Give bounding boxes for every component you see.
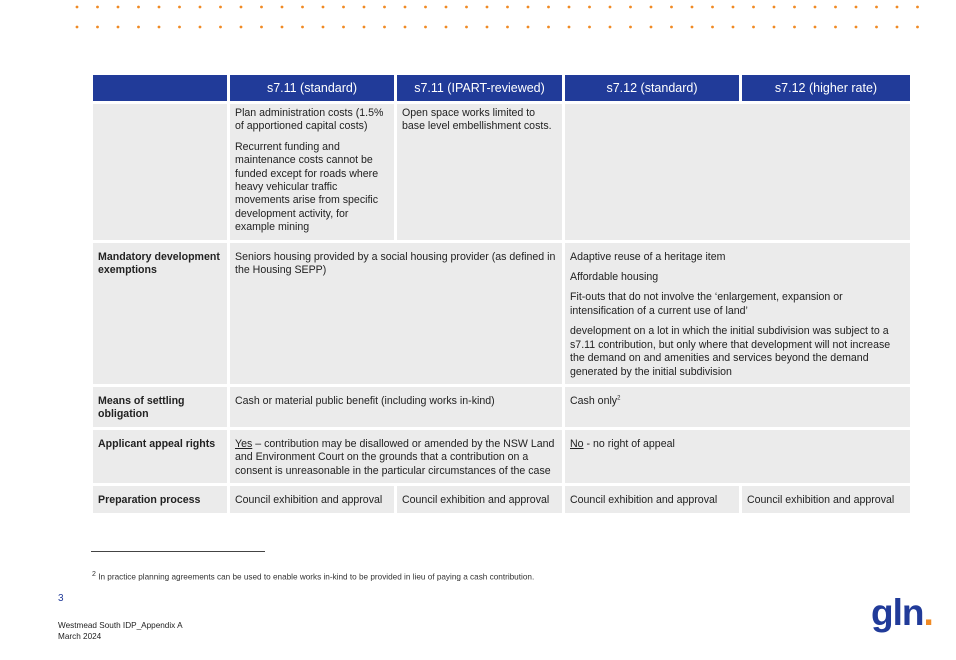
cell-s711-exemptions: Seniors housing provided by a social housing provider (as defined in the Housing SEPP) [230,243,562,384]
decorative-dot [793,6,796,9]
decorative-dot [322,26,325,29]
appeal-yes: Yes [235,437,253,450]
decorative-dot [404,6,407,9]
decorative-dot [219,6,222,9]
decorative-dot [199,6,202,9]
decorative-dot [547,6,550,9]
decorative-dot [301,6,304,9]
decorative-dot [711,6,714,9]
decorative-dot [342,6,345,9]
decorative-dot [875,26,878,29]
header-s712-standard: s7.12 (standard) [565,75,739,101]
cell-text: Fit-outs that do not involve the ‘enlargement, expansion or intensification of a current use of land’ [570,291,843,317]
cell-s711-ipart-costs [397,104,562,240]
decorative-dot [117,26,120,29]
decorative-dot [96,6,99,9]
cell-text: development on a lot in which the initial subdivision was subject to a s7.11 contribution, but only where that development will not increase the demand on and amenities and services beyond the demand generated by the initial subdivision [570,325,891,378]
decorative-dot [117,6,120,9]
decorative-dot [547,26,550,29]
decorative-dot [875,6,878,9]
decorative-dot-pattern [0,0,956,40]
footnote-number: 2 [92,571,96,578]
decorative-dot [342,26,345,29]
decorative-dot [383,6,386,9]
cell-preparation: Council exhibition and approval [565,486,739,512]
decorative-dot [691,6,694,9]
decorative-dot [711,26,714,29]
decorative-dot [96,26,99,29]
decorative-dot [814,6,817,9]
cell-s712-costs [565,104,910,240]
row-label-preparation: Preparation process [93,486,227,512]
decorative-dot [629,26,632,29]
decorative-dot [527,6,530,9]
table-row [93,243,910,384]
cell-s711-standard-costs [230,104,394,240]
decorative-dot [404,26,407,29]
decorative-dot [732,6,735,9]
decorative-dot [773,6,776,9]
decorative-dot [855,26,858,29]
table-row [93,104,910,240]
cell-text: Plan administration costs (1.5% of apportioned capital costs) [235,107,384,133]
decorative-dot [240,26,243,29]
decorative-dot [260,6,263,9]
decorative-dot [793,26,796,29]
decorative-dot [834,6,837,9]
decorative-dot [158,26,161,29]
cell-preparation: Council exhibition and approval [742,486,910,512]
decorative-dot [322,6,325,9]
contributions-comparison-table [90,72,913,516]
decorative-dot [178,6,181,9]
decorative-dot [609,6,612,9]
decorative-dot [137,6,140,9]
decorative-dot [178,26,181,29]
decorative-dot [219,26,222,29]
decorative-dot [752,6,755,9]
cell-text: Affordable housing [570,271,659,284]
decorative-dot [568,26,571,29]
decorative-dot [445,26,448,29]
table-row [93,486,910,512]
document-footer [58,620,183,642]
decorative-dot [752,26,755,29]
document-date: March 2024 [58,632,102,641]
footnote-text: In practice planning agreements can be used to enable works in-kind to be provided in lieu of paying a cash contribution. [98,572,535,582]
row-label-exemptions: Mandatory development exemptions [93,243,227,384]
appeal-no: No [570,437,584,450]
cell-s712-appeal [565,430,910,483]
header-blank [93,75,227,101]
decorative-dot [424,26,427,29]
header-s711-ipart: s7.11 (IPART-reviewed) [397,75,562,101]
decorative-dot [240,6,243,9]
decorative-dot [383,26,386,29]
cell-text: Open space works limited to base level embellishment costs. [402,107,552,133]
decorative-dot [568,6,571,9]
decorative-dot [281,26,284,29]
decorative-dot [465,6,468,9]
decorative-dot [486,26,489,29]
cell-text: Recurrent funding and maintenance costs cannot be funded except for roads where heavy vehicular traffic movements arise from specific development activity, for example mining [235,140,379,234]
row-label-appeal: Applicant appeal rights [93,430,227,483]
decorative-dot [629,6,632,9]
cell-text: - no right of appeal [583,437,675,450]
decorative-dot [76,6,79,9]
cell-preparation: Council exhibition and approval [397,486,562,512]
decorative-dot [527,26,530,29]
cell-text: – contribution may be disallowed or amended by the NSW Land and Environment Court on the grounds that a contribution on a consent is unreasonable in the particular circumstances of the case [235,437,555,477]
decorative-dot [465,26,468,29]
decorative-dot [916,26,919,29]
decorative-dot [363,6,366,9]
decorative-dot [670,6,673,9]
decorative-dot [670,26,673,29]
cell-text: Adaptive reuse of a heritage item [570,250,726,263]
decorative-dot [588,26,591,29]
table-header-row [93,75,910,101]
decorative-dot [363,26,366,29]
decorative-dot [486,6,489,9]
decorative-dot [199,26,202,29]
logo-dot: . [923,592,933,633]
footnote [92,571,534,582]
table-row [93,430,910,483]
cell-s711-settling: Cash or material public benefit (including works in-kind) [230,387,562,427]
header-s711-standard: s7.11 (standard) [230,75,394,101]
decorative-dot [609,26,612,29]
decorative-dot [506,26,509,29]
decorative-dot [260,26,263,29]
decorative-dot [650,26,653,29]
decorative-dot [773,26,776,29]
cell-s711-appeal [230,430,562,483]
decorative-dot [834,26,837,29]
decorative-dot [281,6,284,9]
cell-preparation: Council exhibition and approval [230,486,394,512]
row-label-settling: Means of settling obligation [93,387,227,427]
cell-text: Cash only [570,394,618,407]
decorative-dot [506,6,509,9]
decorative-dot [137,26,140,29]
page-number: 3 [58,593,64,604]
cell-s712-settling [565,387,910,427]
decorative-dot [691,26,694,29]
decorative-dot [650,6,653,9]
header-s712-higher: s7.12 (higher rate) [742,75,910,101]
document-name: Westmead South IDP_Appendix A [58,621,183,630]
footnote-ref[interactable]: 2 [617,395,621,402]
decorative-dot [896,6,899,9]
decorative-dot [814,26,817,29]
decorative-dot [445,6,448,9]
decorative-dot [158,6,161,9]
gln-logo [871,592,933,634]
decorative-dot [76,26,79,29]
decorative-dot [916,6,919,9]
decorative-dot [588,6,591,9]
table-row [93,387,910,427]
decorative-dot [896,26,899,29]
logo-text: gln [871,592,924,633]
decorative-dot [301,26,304,29]
decorative-dot [424,6,427,9]
decorative-dot [732,26,735,29]
cell-s712-exemptions [565,243,910,384]
decorative-dot [855,6,858,9]
row-continued-label [93,104,227,240]
footnote-divider [91,551,265,552]
